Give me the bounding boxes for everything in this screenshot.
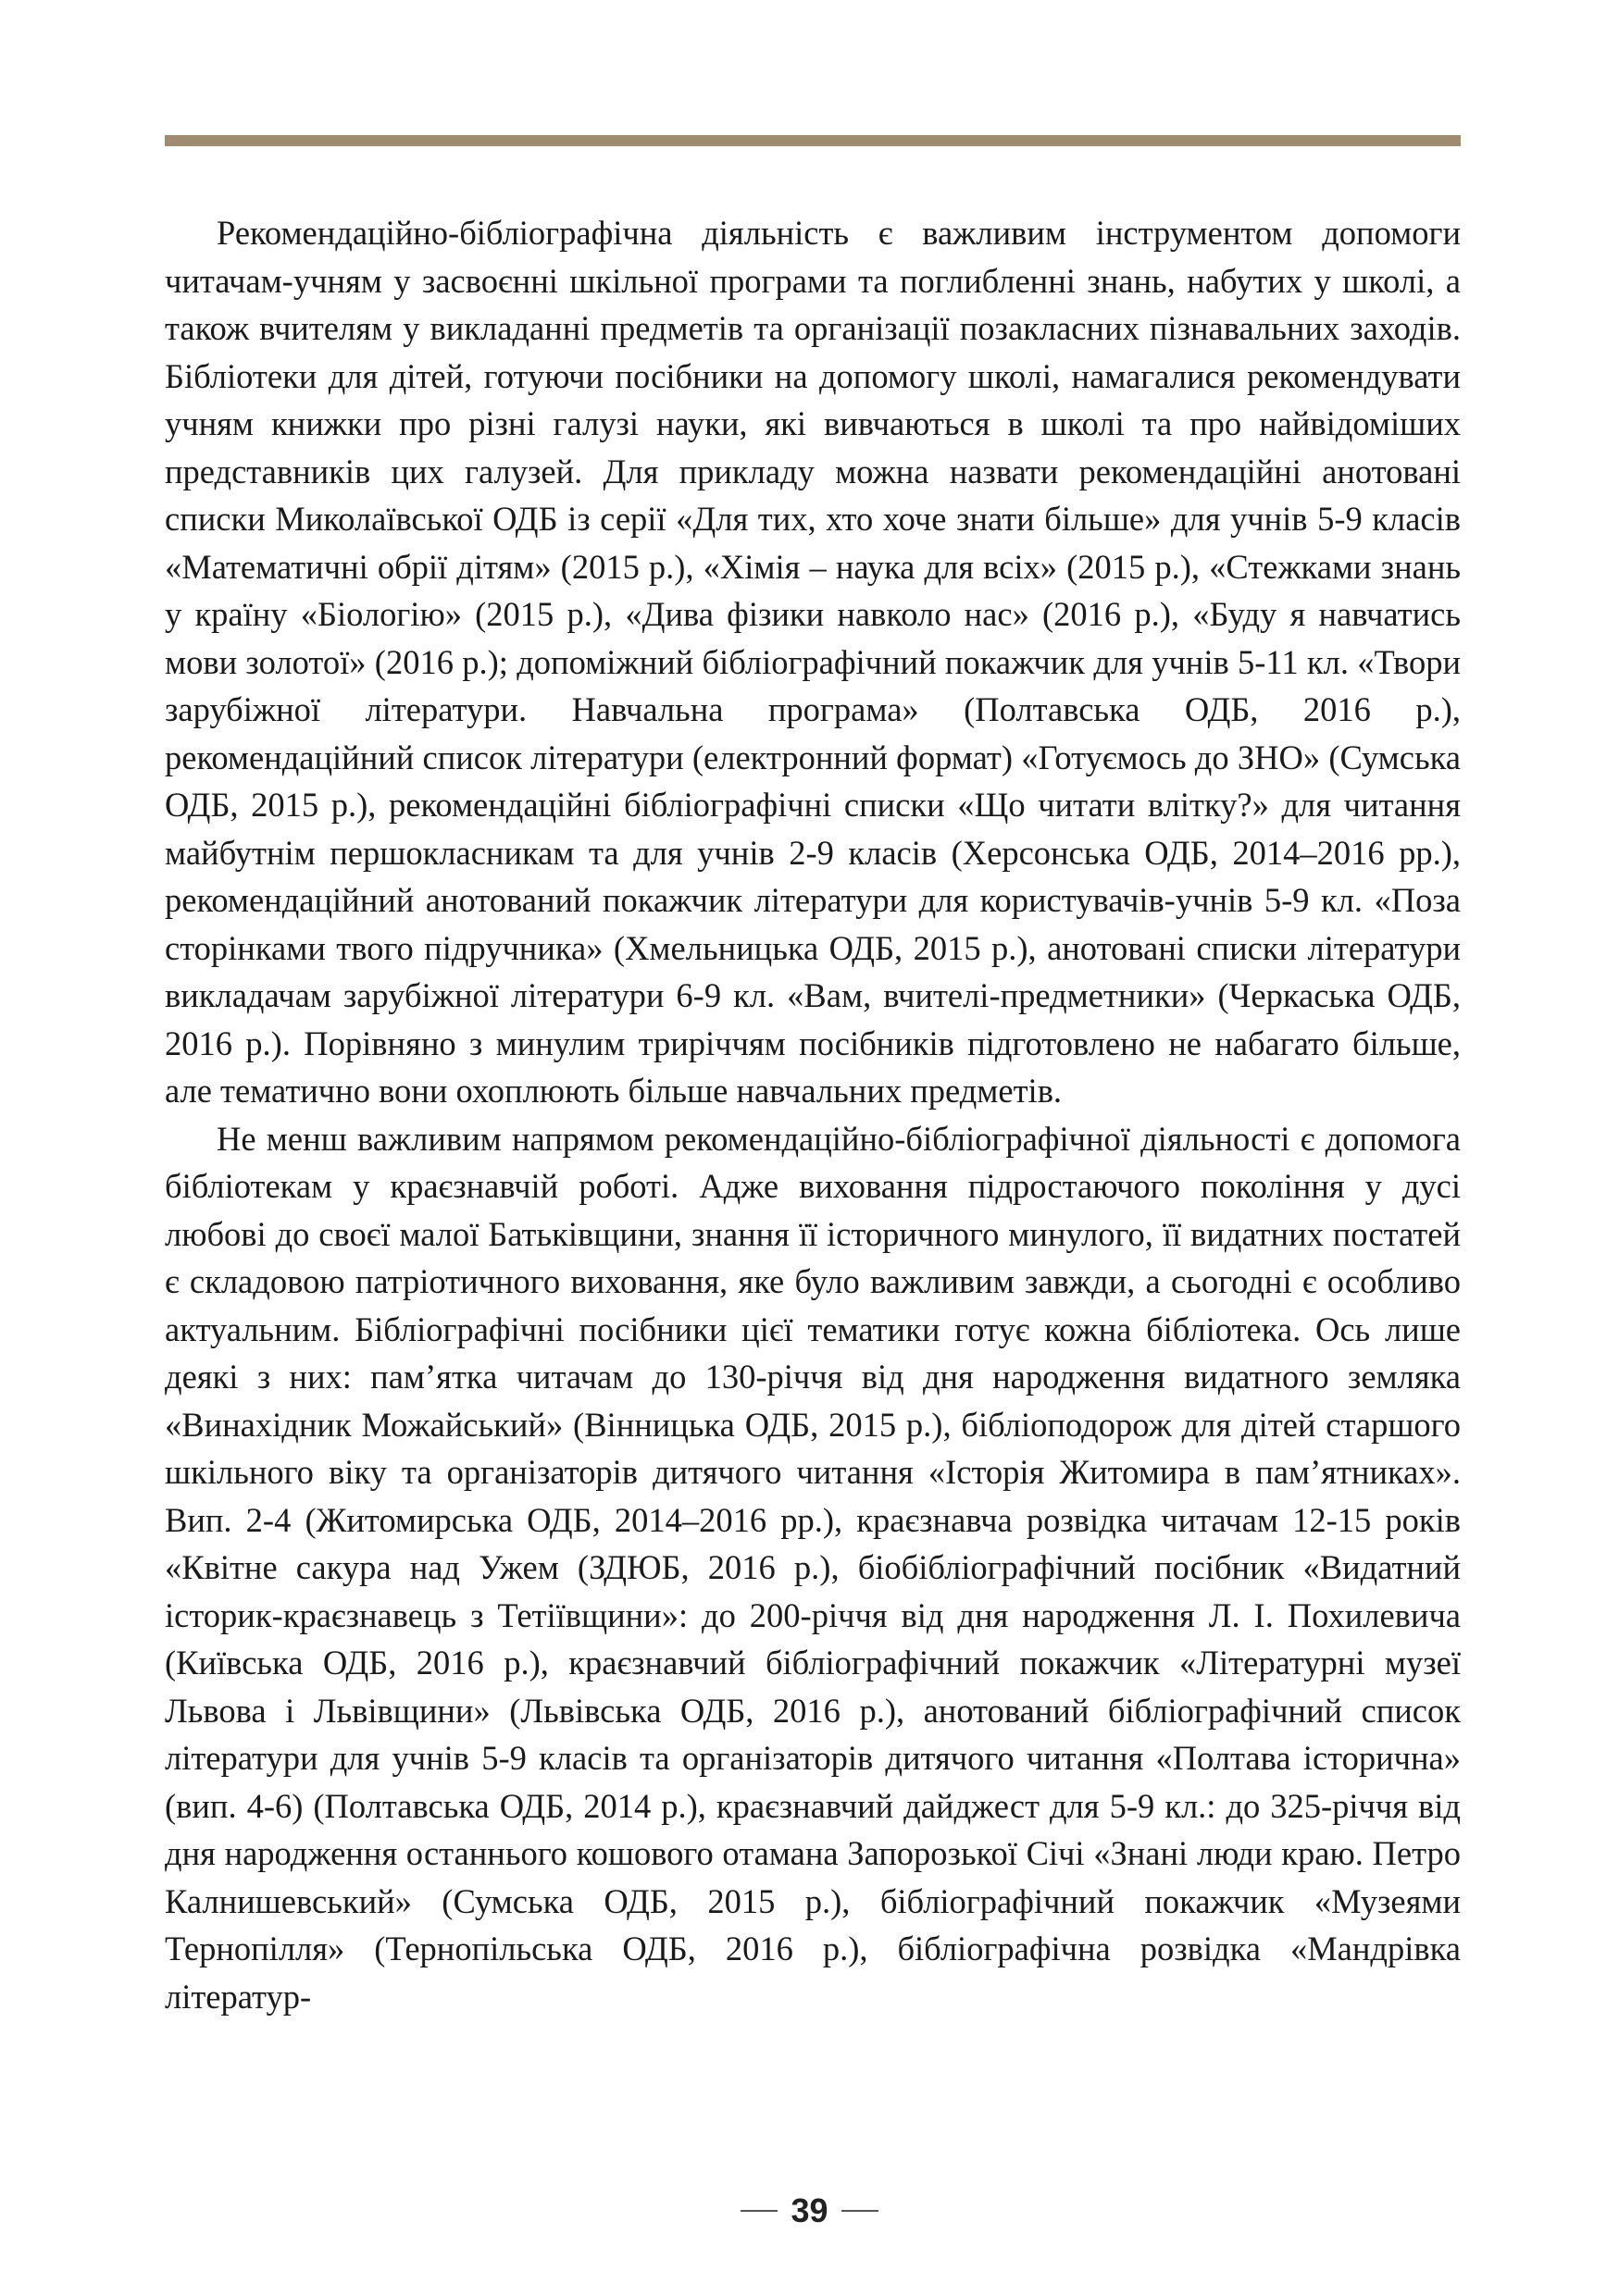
footer-right-dash bbox=[841, 2210, 878, 2212]
header-rule bbox=[165, 135, 1461, 146]
page-number: 39 bbox=[791, 2191, 828, 2229]
paragraph-2: Не менш важливим напрямом рекомендаційно-бібліографічної діяльності є допомога бібліотекам у краєзнавчій роботі. Адже виховання підростаючого покоління у дусі любові до своєї малої Батьківщини, знання її історичного минулого, її видатних постатей є складовою патріотичного виховання, яке було важливим завжди, а сьогодні є особливо актуальним. Бібліографічні посібники цієї тематики готує кожна бібліотека. Ось лише деякі з них: пам’ятка читачам до 130-річчя від дня народження видатного земляка «Винахідник Можайський» (Вінницька ОДБ, 2015 р.), бібліоподорож для дітей старшого шкільного віку та організаторів дитячого читання «Історія Житомира в пам’ятниках». Вип. 2-4 (Житомирська ОДБ, 2014–2016 рр.), краєзнавча розвідка читачам 12-15 років «Квітне сакура над Ужем (ЗДЮБ, 2016 р.), біобібліографічний посібник «Видатний історик-краєзнавець з Тетіївщини»: до 200-річчя від дня народження Л. І. Похилевича (Київська ОДБ, 2016 р.), краєзнавчий бібліографічний покажчик «Літературні музеї Львова і Львівщини» (Львівська ОДБ, 2016 р.), анотований бібліографічний список літератури для учнів 5-9 класів та організаторів дитячого читання «Полтава історична» (вип. 4-6) (Полтавська ОДБ, 2014 р.), краєзнавчий дайджест для 5-9 кл.: до 325-річчя від дня народження останнього кошового отамана Запорозької Січі «Знані люди краю. Петро Калнишевський» (Сумська ОДБ, 2015 р.), бібліографічний покажчик «Музеями Тернопілля» (Тернопільська ОДБ, 2016 р.), бібліографічна розвідка «Мандрівка літератур- bbox=[165, 1119, 1461, 2016]
page-footer bbox=[0, 2191, 1619, 2230]
page-body bbox=[165, 209, 1461, 2020]
footer-left-dash bbox=[741, 2210, 778, 2212]
paragraph-1: Рекомендаційно-бібліографічна діяльність є важливим інструментом допомоги читачам-учням у засвоєнні шкільної програми та поглибленні знань, набутих у школі, а також вчителям у викладанні предметів та організації позакласних пізнавальних заходів. Бібліотеки для дітей, готуючи посібники на допомогу школі, намагалися рекомендувати учням книжки про різні галузі науки, які вивчаються в школі та про найвідоміших представників цих галузей. Для прикладу можна назвати рекомендаційні анотовані списки Миколаївської ОДБ із серії «Для тих, хто хоче знати більше» для учнів 5-9 класів «Математичні обрії дітям» (2015 р.), «Хімія – наука для всіх» (2015 р.), «Стежками знань у країну «Біологію» (2015 р.), «Дива фізики навколо нас» (2016 р.), «Буду я навчатись мови золотої» (2016 р.); допоміжний бібліографічний покажчик для учнів 5-11 кл. «Твори зарубіжної літератури. Навчальна програма» (Полтавська ОДБ, 2016 р.), рекомендаційний список літератури (електронний формат) «Готуємось до ЗНО» (Сумська ОДБ, 2015 р.), рекомендаційні бібліографічні списки «Що читати влітку?» для читання майбутнім першокласникам та для учнів 2-9 класів (Херсонська ОДБ, 2014–2016 рр.), рекомендаційний анотований покажчик літератури для користувачів-учнів 5-9 кл. «Поза сторінками твого підручника» (Хмельницька ОДБ, 2015 р.), анотовані списки літератури викладачам зарубіжної літератури 6-9 кл. «Вам, вчителі-предметники» (Черкаська ОДБ, 2016 р.). Порівняно з минулим триріччям посібників підготовлено не набагато більше, але тематично вони охоплюють більше навчальних предметів. bbox=[165, 214, 1461, 1110]
